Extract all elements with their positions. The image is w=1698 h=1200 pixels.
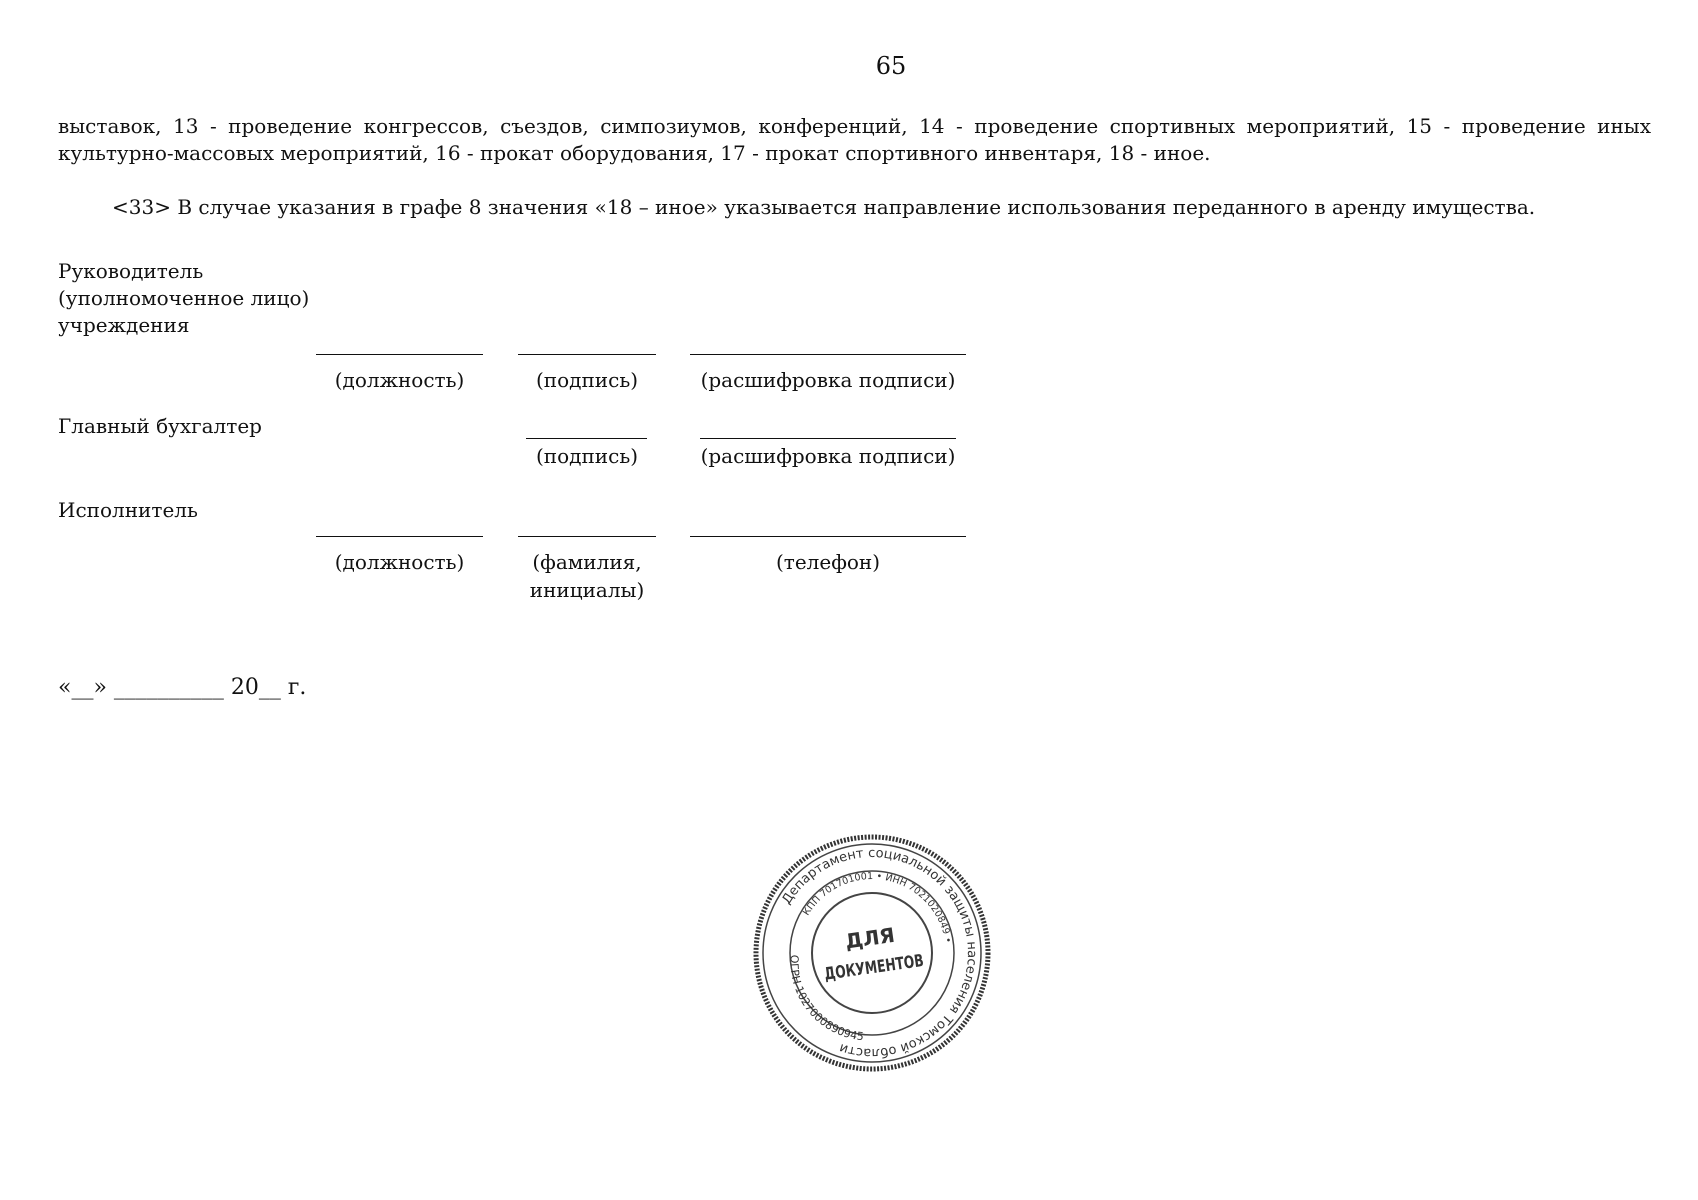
seal-center-line-1: ДЛЯ — [843, 922, 897, 954]
head-position-caption: (должность) — [334, 368, 465, 392]
seal-bottom-text: ОГРН 1027000890945 — [787, 954, 865, 1044]
head-label: Руководитель (уполномоченное лицо) учреждения — [58, 259, 310, 337]
head-decryption-line — [690, 354, 966, 355]
accountant-decryption-line — [700, 438, 956, 439]
executor-phone-line — [690, 536, 966, 537]
date-line: «__» __________ 20__ г. — [58, 675, 307, 700]
executor-label: Исполнитель — [58, 498, 198, 522]
seal-center-line-2: ДОКУМЕНТОВ — [823, 945, 963, 985]
accountant-signature-caption: (подпись) — [535, 444, 639, 468]
head-position-line — [316, 354, 483, 355]
executor-name-caption: (фамилия, инициалы) — [529, 550, 645, 602]
executor-name-line — [518, 536, 656, 537]
footnote-33: <33> В случае указания в графе 8 значения «18 – иное» указывается направление использования переданного в аренду имущества. — [112, 195, 1536, 219]
round-seal-stamp — [752, 833, 992, 1073]
seal-inner-text: КПП 701701001 • ИНН 7021020849 • — [801, 870, 954, 944]
accountant-label: Главный бухгалтер — [58, 414, 262, 438]
seal-outer-text: Департамент социальной защиты населения Томской области — [779, 845, 980, 1061]
accountant-signature-line — [526, 438, 647, 439]
executor-position-caption: (должность) — [334, 550, 465, 574]
paragraph-continuation: выставок, 13 - проведение конгрессов, съездов, симпозиумов, конференций, 14 - проведение спортивных мероприятий, 15 - проведение иных культурно-массовых мероприятий, 16 - прокат оборудования, 17 - прокат спортивного инвентаря, 18 - иное. — [58, 114, 1651, 165]
page-number: 65 — [875, 52, 907, 80]
executor-position-line — [316, 536, 483, 537]
executor-phone-caption: (телефон) — [775, 550, 881, 574]
accountant-decryption-caption: (расшифровка подписи) — [700, 444, 956, 468]
head-decryption-caption: (расшифровка подписи) — [700, 368, 956, 392]
head-signature-caption: (подпись) — [535, 368, 639, 392]
head-signature-line — [518, 354, 656, 355]
